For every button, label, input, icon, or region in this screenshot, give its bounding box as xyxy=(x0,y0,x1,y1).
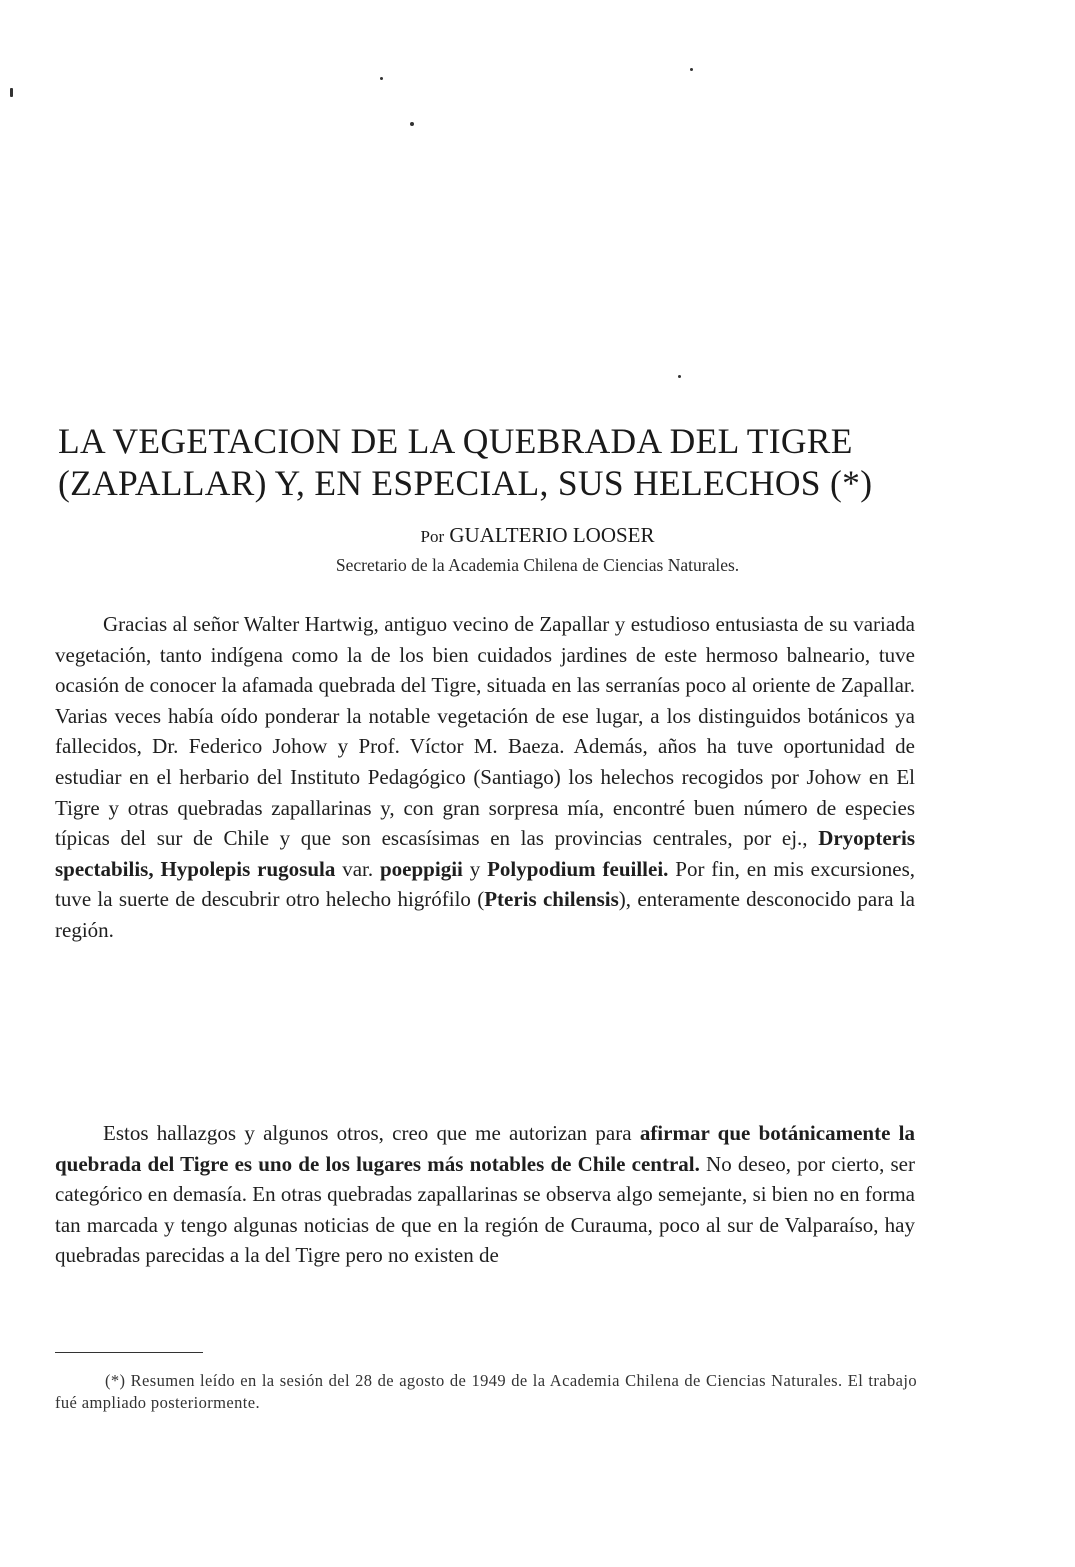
scan-speck xyxy=(380,77,383,80)
emphasis-text: afirmar que botánicamente la quebrada del Tigre es uno de los lugares más notables de Chile central. xyxy=(55,1121,915,1176)
byline-prefix: Por xyxy=(420,527,445,546)
text-run: Estos hallazgos y algunos otros, creo que me autorizan para xyxy=(103,1121,640,1145)
footnote-marker: (*) xyxy=(105,1371,126,1390)
byline xyxy=(0,523,1075,548)
body-paragraph-1 xyxy=(55,609,915,946)
text-run: y xyxy=(462,856,488,881)
footnote xyxy=(55,1370,917,1414)
text-run: Gracias al señor Walter Hartwig, antiguo vecino de Zapallar y estudioso entusiasta de su variada vegetación, tanto indígena como la de los bien cuidados jardines de este hermoso balneario, tuve ocasión de conocer la afamada quebrada del Tigre, situada en las serranías poco al oriente de Zapallar. Varias veces había oído ponderar la notable vegetación de ese lugar, a los distinguidos botánicos ya fallecidos, Dr. Federico Johow y Prof. Víctor M. Baeza. Además, años ha tuve oportunidad de estudiar en el herbario del Instituto Pedagógico (Santiago) los helechos recogidos por Johow en El Tigre y otras quebradas zapallarinas y, con gran sorpresa mía, encontré buen número de especies típicas del sur de Chile y que son escasísimas en las provincias centrales, por ej., xyxy=(55,612,915,851)
author-name: GUALTERIO LOOSER xyxy=(449,523,655,547)
scan-speck xyxy=(410,122,414,126)
scan-speck xyxy=(10,88,13,97)
species-name: Polypodium feuillei. xyxy=(487,856,669,881)
species-name: poeppigii xyxy=(380,856,463,881)
title-line-2: (ZAPALLAR) Y, EN ESPECIAL, SUS HELECHOS (*) xyxy=(58,463,873,503)
species-name: Pteris chilensis xyxy=(484,887,619,912)
text-run: Por fin, en mis excursiones, tuve la suerte de descubrir otro helecho higrófilo ( xyxy=(55,856,916,912)
species-name: Dryopteris spectabilis, Hypolepis rugosula xyxy=(55,826,915,881)
footnote-divider xyxy=(55,1352,203,1353)
body-paragraph-2 xyxy=(55,1118,915,1271)
text-run: var. xyxy=(335,856,380,881)
footnote-text: Resumen leído en la sesión del 28 de agosto de 1949 de la Academia Chilena de Ciencias Naturales. El trabajo fué ampliado posteriormente. xyxy=(55,1371,917,1412)
text-run: ), enteramente desconocido para la región. xyxy=(55,887,915,942)
text-run: No deseo, por cierto, ser categórico en demasía. En otras quebradas zapallarinas se observa algo semejante, si bien no en forma tan marcada y tengo algunas noticias de que en la región de Curauma, poco al sur de Valparaíso, hay quebradas parecidas a la del Tigre pero no existen de xyxy=(55,1151,915,1268)
scan-speck xyxy=(690,68,693,71)
author-affiliation: Secretario de la Academia Chilena de Ciencias Naturales. xyxy=(335,555,740,575)
article-title xyxy=(58,420,923,504)
title-line-1: LA VEGETACION DE LA QUEBRADA DEL TIGRE xyxy=(58,421,853,461)
scan-speck xyxy=(678,375,681,378)
